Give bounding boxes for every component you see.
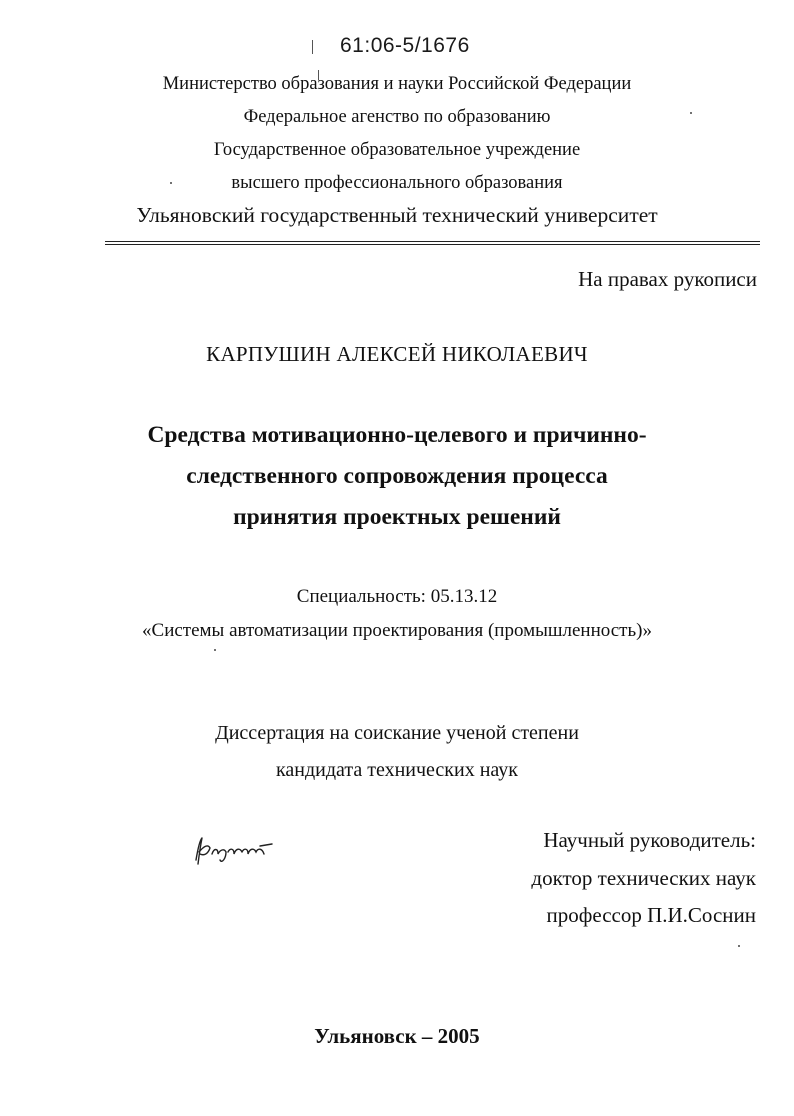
author-signature	[190, 830, 280, 870]
scan-mark	[312, 40, 313, 54]
scan-speck	[214, 649, 216, 651]
specialty-name: «Системы автоматизации проектирования (промышленность)»	[142, 620, 652, 641]
rights-note: На правах рукописи	[578, 267, 757, 291]
advisor-name: профессор П.И.Соснин	[546, 903, 756, 927]
city-year: Ульяновск – 2005	[314, 1024, 480, 1048]
dissertation-line-1: Диссертация на соискание ученой степени	[215, 722, 579, 744]
agency-line: Федеральное агенство по образованию	[243, 107, 551, 127]
scan-speck	[738, 945, 740, 947]
specialty-code: Специальность: 05.13.12	[296, 586, 498, 607]
advisor-heading: Научный руководитель:	[543, 828, 756, 852]
title-line-3: принятия проектных решений	[233, 504, 561, 530]
university-name: Ульяновский государственный технический университет	[136, 203, 658, 227]
ministry-line: Министерство образования и науки Российской Федерации	[162, 74, 632, 94]
header-divider	[105, 244, 760, 245]
institution-line-1: Государственное образовательное учреждение	[213, 140, 581, 160]
title-line-1: Средства мотивационно-целевого и причинно-	[147, 422, 647, 448]
author-name: КАРПУШИН АЛЕКСЕЙ НИКОЛАЕВИЧ	[206, 342, 588, 366]
archive-stamp: 61:06-5/1676	[340, 34, 470, 57]
title-line-2: следственного сопровождения процесса	[186, 463, 608, 489]
scan-speck	[170, 182, 172, 184]
header-divider	[105, 241, 760, 242]
advisor-degree: доктор технических наук	[531, 866, 756, 890]
scan-speck	[690, 112, 692, 114]
dissertation-line-2: кандидата технических наук	[275, 759, 519, 781]
institution-line-2: высшего профессионального образования	[231, 173, 563, 193]
